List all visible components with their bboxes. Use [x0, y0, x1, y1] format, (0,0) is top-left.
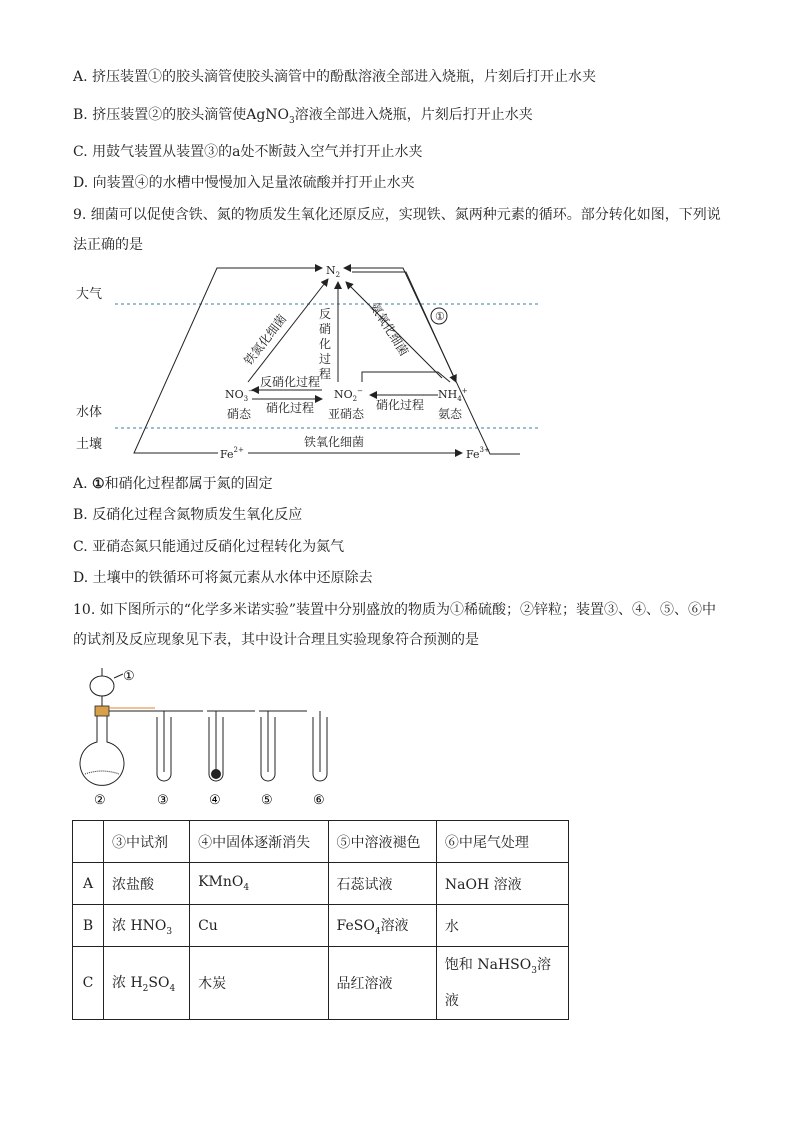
q8-option-c: C. 用鼓气装置从装置③的a处不断鼓入空气并打开止水夹 — [73, 144, 423, 160]
q8-option-d: D. 向装置④的水槽中慢慢加入足量浓硫酸并打开止水夹 — [73, 175, 415, 191]
zone-atmosphere: 大气 — [76, 287, 103, 302]
header-cell: ⑥中尾气处理 — [436, 821, 568, 863]
label-nitrification-1: 硝化过程 — [266, 401, 315, 415]
q10-stem-line2: 的试剂及反应现象见下表，其中设计合理且实验现象符合预测的是 — [73, 632, 479, 648]
nh4-label: $NH_4^+$ — [438, 387, 468, 403]
zone-water: 水体 — [76, 405, 103, 420]
label-3: ③ — [157, 793, 169, 808]
table-row: B 浓 $HNO_3$ Cu FeSO$_4$溶液 水 — [73, 905, 569, 947]
zone-soil: 土壤 — [76, 437, 103, 452]
circle-1: ① — [435, 310, 445, 323]
label-4: ④ — [209, 793, 221, 808]
n2-label: $N_2$ — [326, 264, 341, 279]
fe2-label: $Fe^{2+}$ — [220, 446, 244, 461]
q10-stem-line1: 10. 如下图所示的“化学多米诺实验”装置中分别盛放的物质为①稀硫酸；②锌粒；装置③、④、⑤、⑥中 — [73, 602, 717, 618]
header-cell: ④中固体逐渐消失 — [190, 821, 328, 863]
domino-apparatus-diagram — [75, 662, 335, 812]
nh4-name: 氨态 — [438, 407, 463, 421]
label-denit-vertical: 反 硝 化 过 程 — [319, 307, 332, 381]
header-cell: ③中试剂 — [104, 821, 190, 863]
header-cell: ⑤中溶液褪色 — [328, 821, 436, 863]
fe3-label: $Fe^{3+}$ — [466, 446, 490, 461]
q9-stem-line1: 9. 细菌可以促使含铁、氮的物质发生氧化还原反应，实现铁、氮两种元素的循环。部分转化如图，下列说 — [73, 207, 721, 223]
no2-name: 亚硝态 — [328, 407, 365, 421]
label-2: ② — [94, 793, 106, 808]
q8-option-a: A. 挤压装置①的胶头滴管使胶头滴管中的酚酞溶液全部进入烧瓶，片刻后打开止水夹 — [73, 69, 597, 85]
label-5: ⑤ — [261, 793, 273, 808]
label-ammonia-bacteria: 氨氧化细菌 — [367, 300, 412, 359]
q9-option-a: A. ①和硝化过程都属于氮的固定 — [73, 476, 273, 492]
label-6: ⑥ — [313, 793, 325, 808]
table-row: C 浓 $H_2SO_4$ 木炭 品红溶液 饱和 NaHSO$_3$溶 液 — [73, 947, 569, 1020]
label-iron-bacteria: 铁氧化细菌 — [304, 435, 365, 449]
no2-label: $NO_2^-$ — [334, 387, 363, 403]
q9-stem-line2: 法正确的是 — [73, 237, 143, 253]
no3-label: $NO_3^-$ — [225, 387, 254, 403]
table-header-row — [73, 821, 569, 863]
q9-option-d: D. 土壤中的铁循环可将氮元素从水体中还原除去 — [73, 570, 373, 586]
q9-option-c: C. 亚硝态氮只能通过反硝化过程转化为氮气 — [73, 539, 345, 555]
q10-table — [72, 820, 569, 1020]
table-row: A 浓盐酸 KMnO$_4$ 石蕊试液 NaOH 溶液 — [73, 863, 569, 905]
no3-name: 硝态 — [227, 407, 252, 421]
q8-option-b: B. 挤压装置②的胶头滴管使AgNO$_3$溶液全部进入烧瓶，片刻后打开止水夹 — [73, 107, 533, 126]
label-1: ① — [123, 669, 135, 684]
label-nitrification-2: 硝化过程 — [376, 398, 425, 412]
label-iron-n-bacteria: 铁氮化细菌 — [241, 311, 290, 368]
nitrogen-iron-cycle-diagram — [70, 258, 540, 468]
label-denit-horizontal: 反硝化过程 — [260, 375, 321, 389]
q9-option-b: B. 反硝化过程含氮物质发生氧化反应 — [73, 507, 303, 523]
